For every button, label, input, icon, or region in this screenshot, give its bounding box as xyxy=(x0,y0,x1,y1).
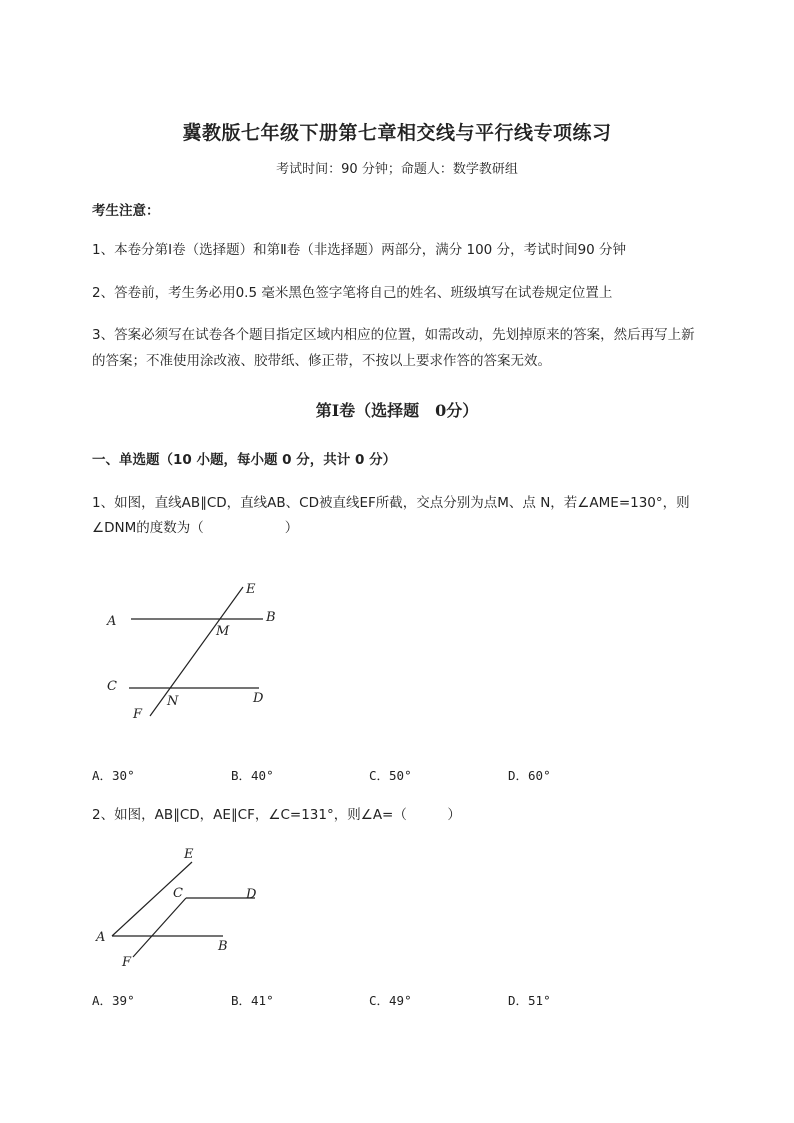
q2-option-a[interactable]: A．39° xyxy=(92,993,135,1008)
label-m: M xyxy=(216,624,230,639)
line-ef xyxy=(150,587,243,716)
label-d: D xyxy=(253,691,264,706)
q1-option-c[interactable]: C．50° xyxy=(369,768,412,783)
notice-item-1: 1、本卷分第Ⅰ卷（选择题）和第Ⅱ卷（非选择题）两部分，满分 100 分，考试时间90 分钟 xyxy=(92,242,627,258)
notice-item-2: 2、答卷前，考生务必用0.5 毫米黑色签字笔将自己的姓名、班级填写在试卷规定位置上 xyxy=(92,285,613,301)
notice-item-3-cont: 的答案；不准使用涂改液、胶带纸、修正带，不按以上要求作答的答案无效。 xyxy=(92,353,551,369)
label-f: F xyxy=(133,707,143,722)
label-b: B xyxy=(266,610,276,625)
q1-option-a[interactable]: A．30° xyxy=(92,768,135,783)
q1-text-cont: ∠DNM的度数为（ ） xyxy=(92,520,299,536)
label-b: B xyxy=(218,939,228,954)
label-n: N xyxy=(167,694,179,709)
notice-item-3: 3、答案必须写在试卷各个题目指定区域内相应的位置，如需改动，先划掉原来的答案，然后再写上新 xyxy=(92,327,695,343)
label-e: E xyxy=(246,582,256,597)
q1-figure xyxy=(95,575,295,725)
q1-option-d[interactable]: D．60° xyxy=(508,768,551,783)
q2-option-c[interactable]: C．49° xyxy=(369,993,412,1008)
label-a: A xyxy=(107,614,117,629)
label-d: D xyxy=(246,887,257,902)
label-f: F xyxy=(122,955,132,970)
page-title: 冀教版七年级下册第七章相交线与平行线专项练习 xyxy=(182,122,612,144)
label-c: C xyxy=(173,886,183,901)
line-cf xyxy=(133,898,186,957)
label-a: A xyxy=(96,930,106,945)
q2-option-b[interactable]: B．41° xyxy=(231,993,274,1008)
notice-heading: 考生注意： xyxy=(92,203,160,219)
q2-option-d[interactable]: D．51° xyxy=(508,993,551,1008)
exam-info: 考试时间：90 分钟；命题人：数学教研组 xyxy=(276,162,518,177)
section-title: 第Ⅰ卷（选择题 0分） xyxy=(315,401,479,420)
part-heading: 一、单选题（10 小题，每小题 0 分，共计 0 分） xyxy=(92,452,397,468)
label-e: E xyxy=(184,847,194,862)
q1-option-b[interactable]: B．40° xyxy=(231,768,274,783)
q2-figure xyxy=(90,842,270,972)
label-c: C xyxy=(107,679,117,694)
q2-text: 2、如图，AB∥CD，AE∥CF，∠C=131°，则∠A=（ ） xyxy=(92,807,461,823)
q1-text: 1、如图，直线AB∥CD，直线AB、CD被直线EF所截，交点分别为点M、点 N，若∠AME=130°，则 xyxy=(92,495,690,511)
